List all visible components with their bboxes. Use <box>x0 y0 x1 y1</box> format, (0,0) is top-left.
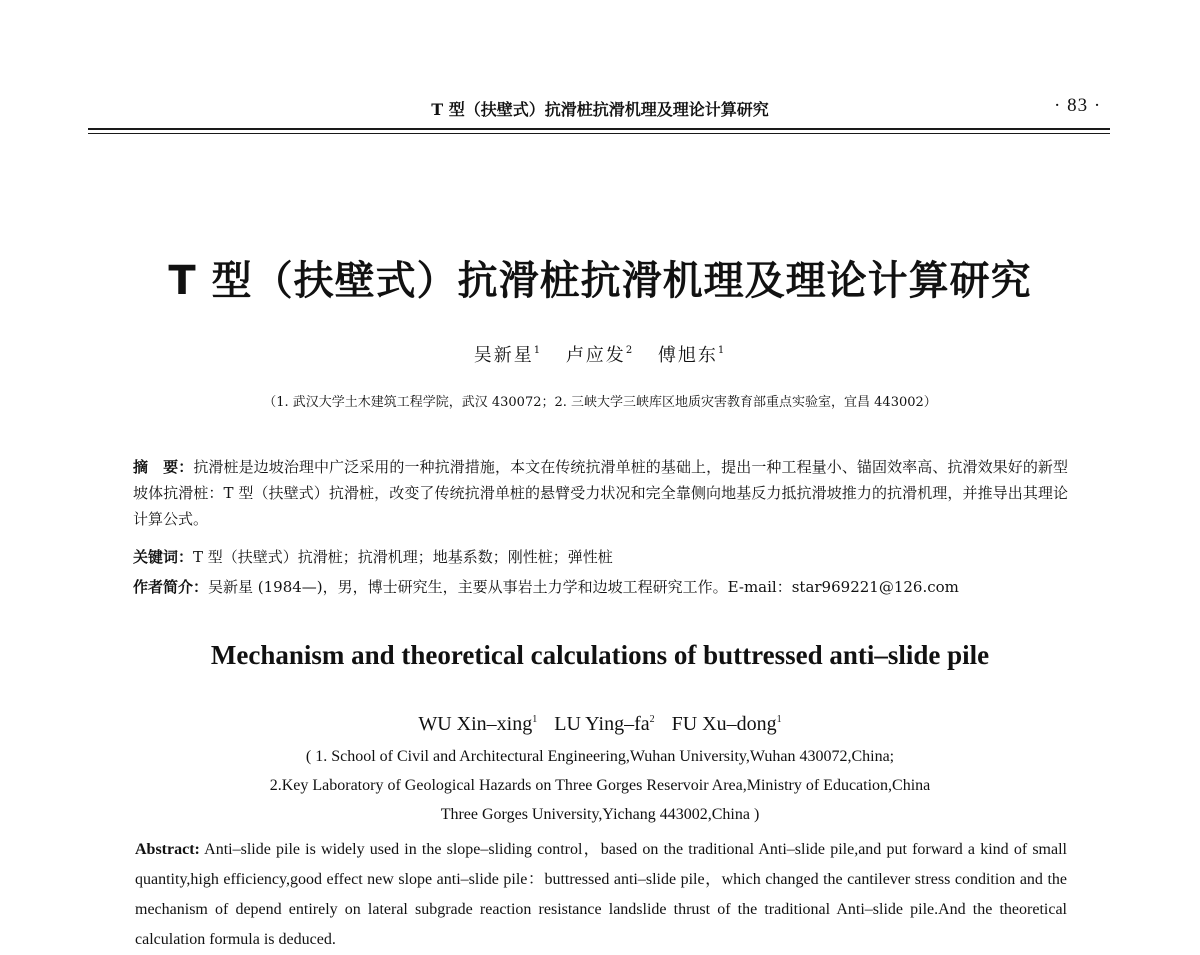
chinese-affiliation: （1. 武汉大学土木建筑工程学院，武汉 430072；2. 三峡大学三峡库区地质灾害教育部重点实验室，宜昌 443002） <box>263 395 937 410</box>
english-authors <box>0 713 1200 736</box>
abstract-text: Anti–slide pile is widely used in the slope–sliding control，based on the traditional Anti–slide pile,and put forward a kind of small quantity,high efficiency,good effect new slope anti–slide pile：buttressed anti–slide pile，which changed the cantilever stress condition and the mechanism of depend entirely on lateral subgrade reaction resistance landslide thrust of the traditional Anti–slide pile.And the theoretical calculation formula is deduced. <box>135 841 1067 948</box>
english-affiliation-line: 2.Key Laboratory of Geological Hazards on Three Gorges Reservoir Area,Ministry of Education,China <box>269 777 931 794</box>
author-name: LU Ying–$fa^2$ <box>554 713 655 735</box>
author-name: 傅旭东$^1$ <box>657 345 727 366</box>
running-header <box>0 97 1200 123</box>
author-name: 卢应发$^2$ <box>565 345 635 366</box>
english-abstract <box>135 835 1067 955</box>
page-number: · 83 · <box>1054 95 1102 116</box>
author-name: WU Xin–xing$^1$ <box>418 713 538 735</box>
author-bio-text: 吴新星 (1984—)，男，博士研究生，主要从事岩土力学和边坡工程研究工作。E-mail：star969221@126.com <box>208 578 959 596</box>
running-title: T 型（扶壁式）抗滑桩抗滑机理及理论计算研究 <box>431 100 769 119</box>
abstract-label: Abstract: <box>135 841 200 858</box>
author-name: 吴新星$^1$ <box>473 345 543 366</box>
english-affiliation-line: ( 1. School of Civil and Architectural Engineering,Wuhan University,Wuhan 430072,China; <box>305 748 895 765</box>
english-affiliation-line: Three Gorges University,Yichang 443002,China ) <box>440 806 760 823</box>
keywords-label: 关键词： <box>133 548 194 566</box>
abstract-label: 摘 要： <box>133 458 194 476</box>
abstract-text: 抗滑桩是边坡治理中广泛采用的一种抗滑措施，本文在传统抗滑单桩的基础上，提出一种工程量小、锚固效率高、抗滑效果好的新型坡体抗滑桩：T 型（扶壁式）抗滑桩，改变了传统抗滑单桩的悬臂受力状况和完全靠侧向地基反力抵抗滑坡推力的抗滑机理，并推导出其理论计算公式。 <box>133 458 1068 528</box>
header-rule-thick <box>88 128 1110 130</box>
keywords-text: T 型（扶壁式）抗滑桩；抗滑机理；地基系数；刚性桩；弹性桩 <box>193 548 613 566</box>
header-rule-thin <box>88 133 1110 134</box>
chinese-title: T 型（扶壁式）抗滑桩抗滑机理及理论计算研究 <box>168 258 1032 304</box>
english-title: Mechanism and theoretical calculations of buttressed anti–slide pile <box>210 640 990 670</box>
chinese-abstract <box>133 454 1068 532</box>
author-name: FU Xu–dong$^1$ <box>671 713 782 735</box>
chinese-authors <box>0 341 1200 367</box>
chinese-keywords <box>133 544 1068 570</box>
author-bio-label: 作者简介： <box>133 578 209 596</box>
author-bio <box>133 574 1068 600</box>
